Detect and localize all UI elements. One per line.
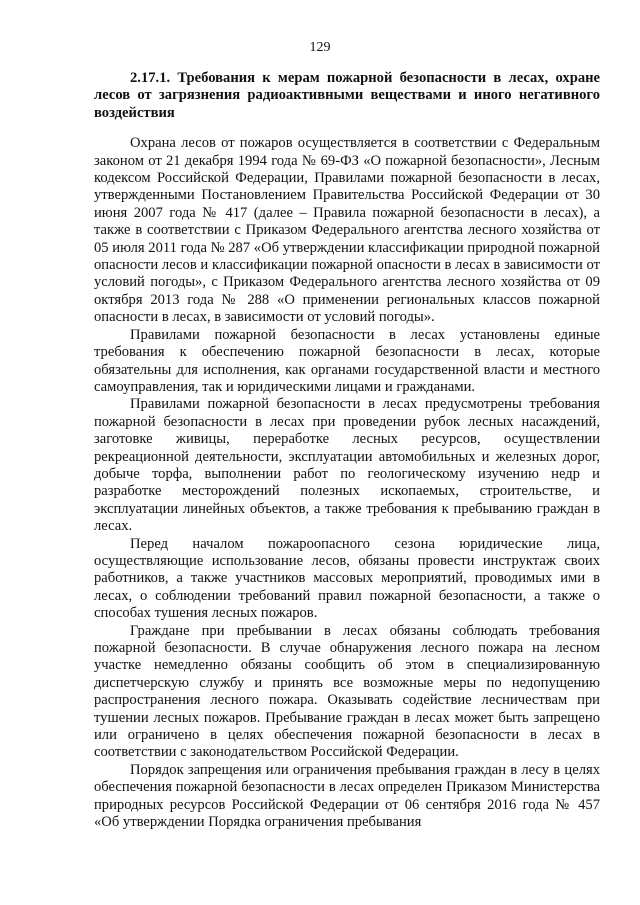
paragraph-citizens-obligations: Граждане при пребывании в лесах обязаны соблюдать требования пожарной безопасности. В случае обнаружения лесного пожара на лесном участке немедленно обязаны сообщить об этом в специализированную диспетчерскую службу и принять все возможные меры по недопущению распространения лесного пожара. Оказывать содействие лесничествам при тушении лесных пожаров. Пребывание граждан в лесах может быть запрещено или ограничено в целях обеспечения пожарной безопасности в лесах в соответствии с законодательством Российской Федерации. [94,622,600,761]
paragraph-fire-safety-requirements: Правилами пожарной безопасности в лесах предусмотрены требования пожарной безопасности в лесах при проведении рубок лесных насаждений, заготовке живицы, переработке лесных ресурсов, осуществлении рекреационной деятельности, эксплуатации автомобильных и железных дорог, добыче торфа, выполнении работ по геологическому изучению недр и разработке месторождений полезных ископаемых, строительстве, и эксплуатации линейных объектов, а также требования к пребыванию граждан в лесах. [94,396,600,535]
paragraph-fire-protection-legal-basis: Охрана лесов от пожаров осуществляется в соответствии с Федеральным законом от 21 декабря 1994 года № 69-ФЗ «О пожарной безопасности», Лесным кодексом Российской Федерации, Правилами пожарной безопасности в лесах, утвержденными Постановлением Правительства Российской Федерации от 30 июня 2007 года № 417 (далее – Правила пожарной безопасности в лесах), а также в соответствии с Приказом Федерального агентства лесного хозяйства от 05 июля 2011 года № 287 «Об утверждении классификации природной пожарной опасности лесов и классификации пожарной опасности в лесах в зависимости от условий погоды», с Приказом Федерального агентства лесного хозяйства от 09 октября 2013 года № 288 «О применении региональных классов пожарной опасности в лесах, в зависимости от условий погоды». [94,135,600,326]
section-heading: 2.17.1. Требования к мерам пожарной безопасности в лесах, охране лесов от загрязнения радиоактивными веществами и иного негативного воздействия [94,70,600,121]
paragraph-briefing-before-season: Перед началом пожароопасного сезона юридические лица, осуществляющие использование лесов, обязаны провести инструктаж своих работников, а также участников массовых мероприятий, проводимых ими в лесах, о соблюдении требований правил пожарной безопасности, а также о способах тушения лесных пожаров. [94,535,600,622]
page-content [94,70,600,831]
page-number: 129 [309,40,331,55]
paragraph-restriction-procedure: Порядок запрещения или ограничения пребывания граждан в лесу в целях обеспечения пожарной безопасности в лесах определен Приказом Министерства природных ресурсов Российской Федерации от 06 сентября 2016 года № 457 «Об утверждении Порядка ограничения пребывания [94,761,600,831]
paragraph-uniform-requirements: Правилами пожарной безопасности в лесах установлены единые требования к обеспечению пожарной безопасности в лесах, которые обязательны для исполнения, как органами государственной власти и местного самоуправления, так и юридическими лицами и гражданами. [94,326,600,395]
